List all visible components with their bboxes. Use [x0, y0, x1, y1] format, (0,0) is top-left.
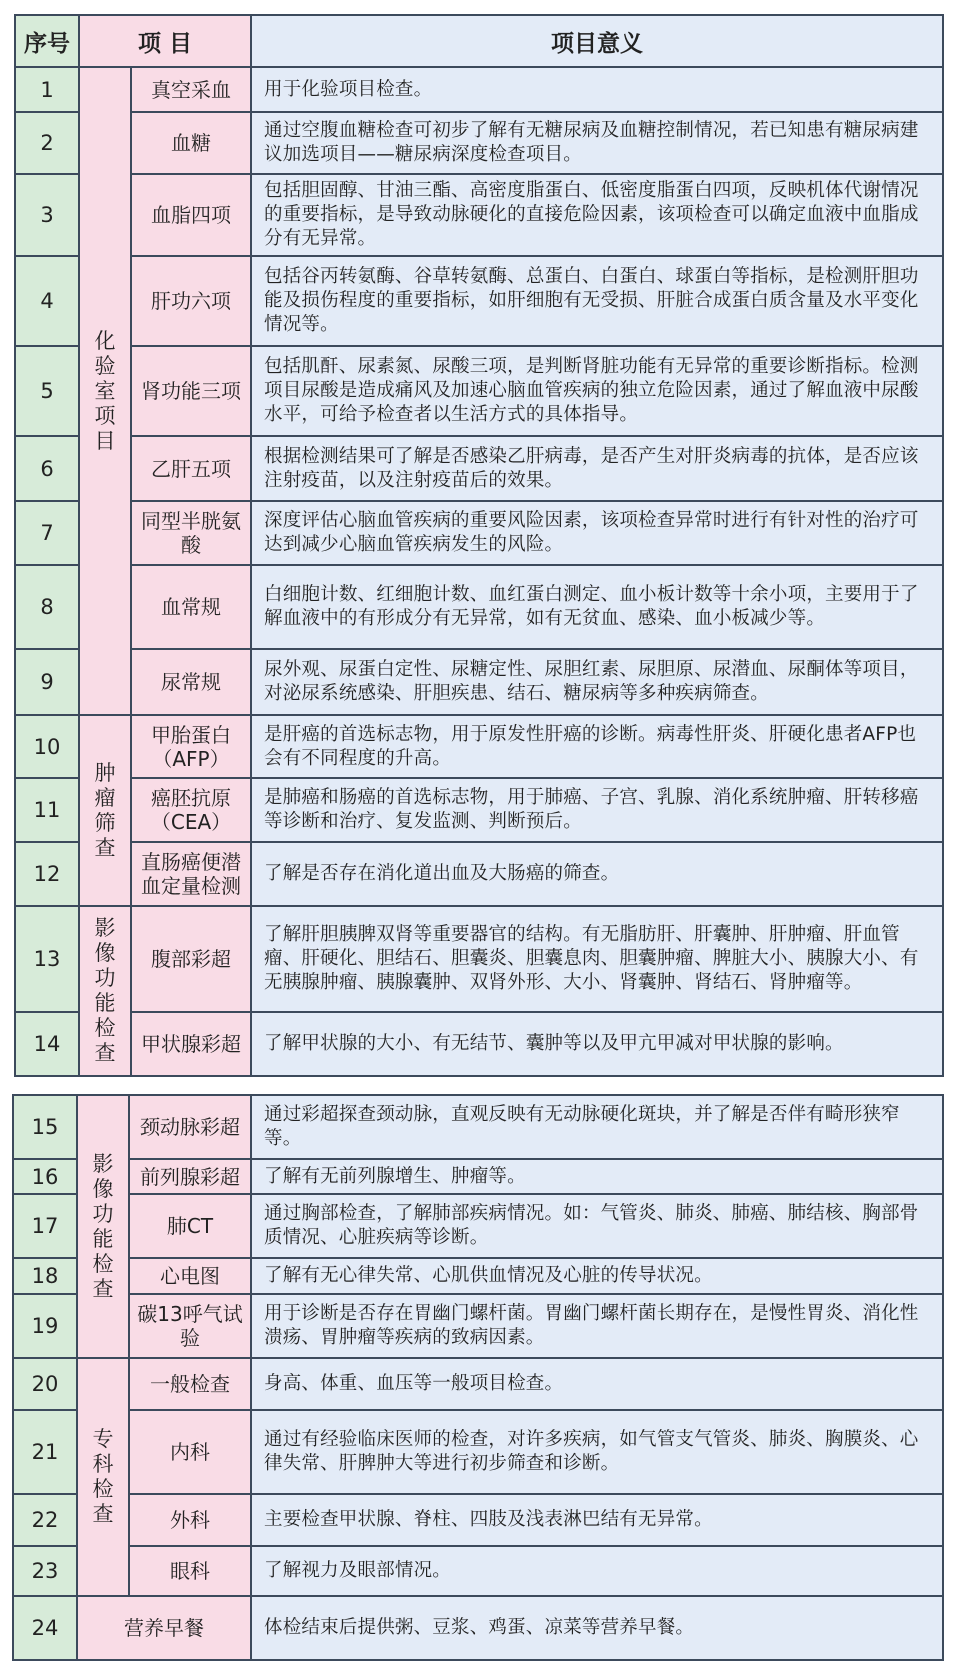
table-row: [13, 1358, 943, 1410]
item-name: 一般检查: [129, 1358, 251, 1410]
table-row: [13, 1159, 943, 1194]
item-name: 肺CT: [129, 1194, 251, 1258]
table-row: [15, 436, 943, 501]
item-name: 内科: [129, 1410, 251, 1494]
row-num: 10: [15, 715, 79, 778]
category-lab: [79, 67, 131, 715]
item-name: 血常规: [131, 565, 251, 649]
table-row: [15, 174, 943, 256]
item-name: 甲状腺彩超: [131, 1012, 251, 1076]
item-name: 碳13呼气试验: [129, 1294, 251, 1358]
item-name: 眼科: [129, 1546, 251, 1596]
row-num: 12: [15, 842, 79, 906]
item-description: 通过有经验临床医师的检查，对许多疾病，如气管支气管炎、肺炎、胸膜炎、心律失常、肝脾肿大等进行初步筛查和诊断。: [251, 1410, 943, 1494]
item-description: 根据检测结果可了解是否感染乙肝病毒，是否产生对肝炎病毒的抗体，是否应该注射疫苗，以及注射疫苗后的效果。: [251, 436, 943, 501]
item-name: 心电图: [129, 1258, 251, 1294]
row-num: 18: [13, 1258, 77, 1294]
table-row: [15, 346, 943, 436]
category-label: 化验室项目: [94, 328, 116, 453]
row-num: 22: [13, 1494, 77, 1546]
item-description: 包括肌酐、尿素氮、尿酸三项，是判断肾脏功能有无异常的重要诊断指标。检测项目尿酸是造成痛风及加速心脑血管疾病的独立危险因素，通过了解血液中尿酸水平，可给予检查者以生活方式的具体指导。: [251, 346, 943, 436]
item-name: 颈动脉彩超: [129, 1095, 251, 1159]
table-row: [13, 1294, 943, 1358]
item-description: 通过空腹血糖检查可初步了解有无糖尿病及血糖控制情况，若已知患有糖尿病建议加选项目——糖尿病深度检查项目。: [251, 112, 943, 174]
table-header-row: [15, 15, 943, 67]
checkup-table-part-2: [12, 1094, 944, 1661]
table-row: [13, 1095, 943, 1159]
item-name: 血脂四项: [131, 174, 251, 256]
category-label: 影像功能检查: [94, 916, 116, 1065]
category-label: 影像功能检查: [92, 1151, 114, 1301]
table-row: [15, 112, 943, 174]
table-row: [15, 778, 943, 842]
row-num: 1: [15, 67, 79, 112]
item-name: 血糖: [131, 112, 251, 174]
table-row: [15, 1012, 943, 1076]
table-row: [15, 501, 943, 565]
item-description: 了解有无前列腺增生、肿瘤等。: [251, 1159, 943, 1194]
category-imaging: [79, 906, 131, 1076]
table-row: [15, 715, 943, 778]
item-name: 同型半胱氨酸: [131, 501, 251, 565]
header-num: 序号: [15, 15, 79, 67]
row-num: 14: [15, 1012, 79, 1076]
item-description: 身高、体重、血压等一般项目检查。: [251, 1358, 943, 1410]
item-description: 了解肝胆胰脾双肾等重要器官的结构。有无脂肪肝、肝囊肿、肝肿瘤、肝血管瘤、肝硬化、胆结石、胆囊炎、胆囊息肉、胆囊肿瘤、脾脏大小、胰腺大小、有无胰腺肿瘤、胰腺囊肿、双肾外形、大小、肾囊肿、肾结石、肾肿瘤等。: [251, 906, 943, 1012]
item-description: 通过彩超探查颈动脉，直观反映有无动脉硬化斑块，并了解是否伴有畸形狭窄等。: [251, 1095, 943, 1159]
item-name: 肝功六项: [131, 256, 251, 346]
item-description: 白细胞计数、红细胞计数、血红蛋白测定、血小板计数等十余小项，主要用于了解血液中的有形成分有无异常，如有无贫血、感染、血小板减少等。: [251, 565, 943, 649]
item-description: 深度评估心脑血管疾病的重要风险因素，该项检查异常时进行有针对性的治疗可达到减少心脑血管疾病发生的风险。: [251, 501, 943, 565]
category-label: 肿瘤筛查: [94, 760, 116, 860]
item-name: 癌胚抗原（CEA）: [131, 778, 251, 842]
table-row: [13, 1410, 943, 1494]
row-num: 20: [13, 1358, 77, 1410]
item-name: 肾功能三项: [131, 346, 251, 436]
item-name: 外科: [129, 1494, 251, 1546]
row-num: 24: [13, 1596, 77, 1660]
row-num: 15: [13, 1095, 77, 1159]
item-description: 了解视力及眼部情况。: [251, 1546, 943, 1596]
table-row: [15, 906, 943, 1012]
table-row: [13, 1596, 943, 1660]
table-row: [13, 1258, 943, 1294]
item-name: 前列腺彩超: [129, 1159, 251, 1194]
item-description: 包括谷丙转氨酶、谷草转氨酶、总蛋白、白蛋白、球蛋白等指标，是检测肝胆功能及损伤程度的重要指标，如肝细胞有无受损、肝脏合成蛋白质含量及水平变化情况等。: [251, 256, 943, 346]
row-num: 7: [15, 501, 79, 565]
header-meaning: 项目意义: [251, 15, 943, 67]
item-name: 真空采血: [131, 67, 251, 112]
row-num: 5: [15, 346, 79, 436]
item-description: 体检结束后提供粥、豆浆、鸡蛋、凉菜等营养早餐。: [251, 1596, 943, 1660]
table-row: [15, 256, 943, 346]
item-description: 用于诊断是否存在胃幽门螺杆菌。胃幽门螺杆菌长期存在，是慢性胃炎、消化性溃疡、胃肿瘤等疾病的致病因素。: [251, 1294, 943, 1358]
row-num: 8: [15, 565, 79, 649]
category-label: 专科检查: [92, 1427, 114, 1526]
table-row: [13, 1546, 943, 1596]
category-specialty: [77, 1358, 129, 1596]
item-description: 是肝癌的首选标志物，用于原发性肝癌的诊断。病毒性肝炎、肝硬化患者AFP也会有不同程度的升高。: [251, 715, 943, 778]
item-description: 用于化验项目检查。: [251, 67, 943, 112]
row-num: 19: [13, 1294, 77, 1358]
item-description: 了解有无心律失常、心肌供血情况及心脏的传导状况。: [251, 1258, 943, 1294]
item-name: 甲胎蛋白（AFP）: [131, 715, 251, 778]
item-name: 直肠癌便潜血定量检测: [131, 842, 251, 906]
item-description: 通过胸部检查，了解肺部疾病情况。如：气管炎、肺炎、肺癌、肺结核、胸部骨质情况、心脏疾病等诊断。: [251, 1194, 943, 1258]
item-description: 了解是否存在消化道出血及大肠癌的筛查。: [251, 842, 943, 906]
row-num: 23: [13, 1546, 77, 1596]
item-description: 尿外观、尿蛋白定性、尿糖定性、尿胆红素、尿胆原、尿潜血、尿酮体等项目，对泌尿系统感染、肝胆疾患、结石、糖尿病等多种疾病筛查。: [251, 649, 943, 715]
row-num: 2: [15, 112, 79, 174]
row-num: 16: [13, 1159, 77, 1194]
item-description: 主要检查甲状腺、脊柱、四肢及浅表淋巴结有无异常。: [251, 1494, 943, 1546]
table-row: [15, 67, 943, 112]
item-name: 腹部彩超: [131, 906, 251, 1012]
item-description: 包括胆固醇、甘油三酯、高密度脂蛋白、低密度脂蛋白四项，反映机体代谢情况的重要指标，是导致动脉硬化的直接危险因素，该项检查可以确定血液中血脂成分有无异常。: [251, 174, 943, 256]
table-row: [13, 1194, 943, 1258]
row-num: 17: [13, 1194, 77, 1258]
row-num: 9: [15, 649, 79, 715]
row-num: 21: [13, 1410, 77, 1494]
item-description: 是肺癌和肠癌的首选标志物，用于肺癌、子宫、乳腺、消化系统肿瘤、肝转移癌等诊断和治疗、复发监测、判断预后。: [251, 778, 943, 842]
item-description: 了解甲状腺的大小、有无结节、囊肿等以及甲亢甲减对甲状腺的影响。: [251, 1012, 943, 1076]
item-name: 乙肝五项: [131, 436, 251, 501]
row-num: 6: [15, 436, 79, 501]
row-num: 13: [15, 906, 79, 1012]
row-num: 4: [15, 256, 79, 346]
checkup-table-part-1: [14, 14, 944, 1077]
table-row: [13, 1494, 943, 1546]
table-row: [15, 842, 943, 906]
category-imaging-2: [77, 1095, 129, 1358]
category-tumor: [79, 715, 131, 906]
item-name: 营养早餐: [77, 1596, 251, 1660]
row-num: 3: [15, 174, 79, 256]
header-item: 项 目: [79, 15, 251, 67]
table-row: [15, 565, 943, 649]
item-name: 尿常规: [131, 649, 251, 715]
table-row: [15, 649, 943, 715]
row-num: 11: [15, 778, 79, 842]
